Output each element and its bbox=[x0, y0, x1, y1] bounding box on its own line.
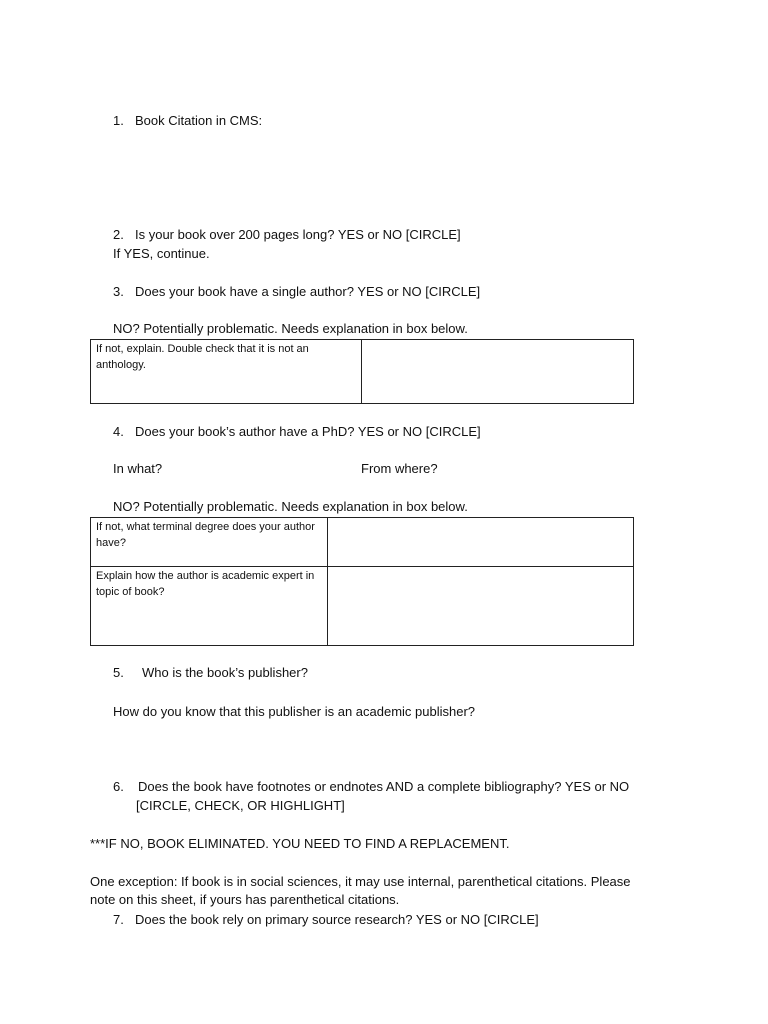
question-number: 1. bbox=[113, 113, 124, 128]
question-text: Who is the book’s publisher? bbox=[142, 665, 308, 680]
in-what-label: In what? bbox=[113, 461, 163, 476]
question-text: Does your book have a single author? YES or NO [CIRCLE] bbox=[135, 284, 481, 299]
explanation-table-2 bbox=[90, 517, 634, 646]
question-4 bbox=[113, 424, 481, 439]
exception-line-2: note on this sheet, if yours has parenthetical citations. bbox=[90, 892, 400, 907]
question-5-followup: How do you know that this publisher is an academic publisher? bbox=[113, 704, 476, 719]
question-3 bbox=[113, 284, 480, 299]
question-text: Is your book over 200 pages long? YES or NO [CIRCLE] bbox=[135, 227, 461, 242]
elimination-warning: ***IF NO, BOOK ELIMINATED. YOU NEED TO FIND A REPLACEMENT. bbox=[90, 836, 510, 851]
question-6 bbox=[113, 779, 629, 794]
question-text: Book Citation in CMS: bbox=[135, 113, 263, 128]
question-text: Does your book’s author have a PhD? YES or NO [CIRCLE] bbox=[135, 424, 481, 439]
question-2 bbox=[113, 227, 461, 242]
question-2-followup: If YES, continue. bbox=[113, 246, 210, 261]
table-label-cell: Explain how the author is academic expert in topic of book? bbox=[91, 567, 328, 646]
question-3-note: NO? Potentially problematic. Needs explanation in box below. bbox=[113, 321, 468, 336]
exception-line-1: One exception: If book is in social sciences, it may use internal, parenthetical citations. Please bbox=[90, 874, 631, 889]
from-where-label: From where? bbox=[361, 461, 438, 476]
question-number: 2. bbox=[113, 227, 124, 242]
table-label-cell: If not, what terminal degree does your author have? bbox=[91, 518, 328, 567]
table-label-cell: If not, explain. Double check that it is not an anthology. bbox=[91, 340, 362, 404]
question-6-instruction: [CIRCLE, CHECK, OR HIGHLIGHT] bbox=[136, 798, 345, 813]
question-number: 5. bbox=[113, 665, 124, 680]
question-text: Does the book have footnotes or endnotes AND a complete bibliography? YES or NO bbox=[138, 779, 630, 794]
answer-cell[interactable] bbox=[328, 518, 634, 567]
question-text: Does the book rely on primary source research? YES or NO [CIRCLE] bbox=[135, 912, 539, 927]
explanation-table-1 bbox=[90, 339, 634, 404]
question-number: 3. bbox=[113, 284, 124, 299]
question-5 bbox=[113, 665, 308, 680]
question-number: 6. bbox=[113, 779, 124, 794]
question-number: 4. bbox=[113, 424, 124, 439]
question-7 bbox=[113, 912, 539, 927]
question-number: 7. bbox=[113, 912, 124, 927]
answer-cell[interactable] bbox=[328, 567, 634, 646]
question-4-note: NO? Potentially problematic. Needs explanation in box below. bbox=[113, 499, 468, 514]
question-1 bbox=[113, 113, 262, 128]
answer-cell[interactable] bbox=[362, 340, 634, 404]
